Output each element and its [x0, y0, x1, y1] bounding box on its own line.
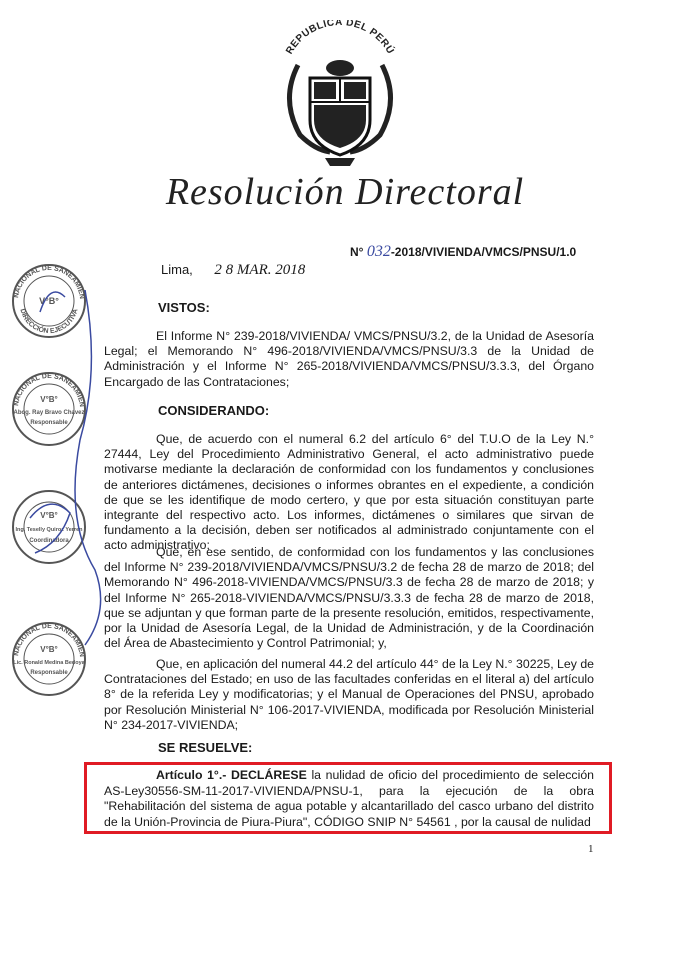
articulo-1	[104, 768, 594, 830]
stamp-2-top: NACIONAL DE SANEAMIEN	[13, 372, 86, 408]
articulo-label: Artículo 1°.- DECLÁRESE	[156, 768, 307, 782]
date-stamp: 2 8 MAR. 2018	[214, 262, 306, 278]
stamp-1-top: NACIONAL DE SANEAMIEN	[13, 264, 86, 300]
number-prefix: N°	[350, 245, 364, 259]
stamp-2-name: Abog. Ray Bravo Chavez	[13, 410, 85, 416]
stamp-1-role: DIRECCIÓN EJECUTIVA	[18, 308, 80, 336]
crest-text: REPUBLICA DEL PERÚ	[284, 20, 396, 57]
vistos-paragraph	[104, 329, 594, 390]
articulo-text: la nulidad de oficio del procedimiento de selección AS-Ley30556-SM-11-2017-VIVIENDA/PNSU-1, para la ejecución de la obra "Rehabilitación del sistema de agua potable y alcantarillado del casco urbano del distrito de la Unión-Provincia de Piura-Piura", CÓDIGO SNIP N° 54561 , por la causal de nulidad	[104, 768, 594, 829]
considerando-paragraph-2	[104, 545, 594, 651]
stamp-3-name: Ing. Teselly Quiroz Yerren	[15, 527, 83, 533]
vistos-heading: VISTOS:	[158, 300, 210, 315]
stamp-4-top: NACIONAL DE SANEAMIEN	[13, 622, 86, 658]
svg-text:REPUBLICA DEL PERÚ	[284, 20, 397, 56]
stamp-2-vb: V°B°	[40, 395, 58, 404]
margin-signature-icon	[55, 290, 115, 650]
stamp-4-role: Responsable	[30, 670, 68, 676]
date-line	[161, 262, 305, 279]
considerando-paragraph-3	[104, 657, 594, 733]
document-title: Resolución Directoral	[165, 171, 525, 213]
stamp-3-vb: V°B°	[40, 511, 58, 520]
stamp-4-vb: V°B°	[40, 645, 58, 654]
page-number: 1	[588, 843, 594, 855]
stamp-1-vb: V°B°	[39, 296, 59, 306]
considerando-heading: CONSIDERANDO:	[158, 403, 270, 418]
considerando-1-text: Que, de acuerdo con el numeral 6.2 del artículo 6° del T.U.O de la Ley N.° 27444, Ley del Procedimiento Administrativo General, el acto administrativo puede motivarse mediante la declaración de conformidad con los fundamentos y conclusiones de anteriores dictámenes, decisiones o informes obrantes en el expediente, a condición de que se les identifique de modo certero, y que por esta situación constituyan parte integrante del respectivo acto. Los informes, dictámenes o similares que sirvan de fundamento a la decisión, deben ser notificados al administrado conjuntamente con el acto administrativo;	[104, 432, 594, 553]
considerando-2-text: Que, en ese sentido, de conformidad con los fundamentos y las conclusiones del Informe N° 239-2018/VIVIENDA/VMCS/PNSU/3.2 de fecha 28 de marzo de 2018; del Memorando N° 496-2018-VIVIENDA/VMCS/PNSU/3.3 de fecha 28 de marzo de 2018; y del Informe N° 265-2018-VIVIENDA/VMCS/PNSU/3.3.3 de fecha 28 de marzo de 2018, que se adjuntan y que forman parte de la presente resolución, emitidos, respectivamente, por la Unidad de Asesoría Legal, de la Unidad de Administración, y de la Coordinación del Área de Abastecimiento y Control Patrimonial; y,	[104, 545, 594, 651]
number-handwritten: 032	[366, 243, 391, 260]
considerando-3-text: Que, en aplicación del numeral 44.2 del artículo 44° de la Ley N.° 30225, Ley de Contrataciones del Estado; en uso de las facultades conferidas en el literal a) del artículo 8° de la referida Ley y modificatorias; y el Manual de Operaciones del PNSU, aprobado por Resolución Ministerial N° 106-2017-VIVIENDA, modificada por Resolución Ministerial N° 234-2017-VIVIENDA;	[104, 657, 594, 732]
stamp-3-role: Coordinadora	[29, 538, 69, 544]
considerando-paragraph-1	[104, 432, 594, 554]
number-suffix: -2018/VIVIENDA/VMCS/PNSU/1.0	[390, 245, 577, 259]
vistos-text: El Informe N° 239-2018/VIVIENDA/ VMCS/PNSU/3.2, de la Unidad de Asesoría Legal; el Memorando N° 496-2018/VIVIENDA/VMCS/PNSU/3.3 de la Unidad de Administración y el Informe N° 265-2018/VIVIENDA/VMCS/PNSU/3.3.3, del Órgano Encargado de las Contrataciones;	[104, 329, 594, 389]
stamp-4-name: Lic. Ronald Medina Bedoya	[13, 660, 85, 666]
resolution-number	[350, 243, 576, 261]
se-resuelve-heading: SE RESUELVE:	[158, 740, 253, 755]
stamp-2-role: Responsable	[30, 420, 68, 426]
coat-of-arms	[270, 20, 410, 175]
city: Lima,	[161, 262, 193, 277]
